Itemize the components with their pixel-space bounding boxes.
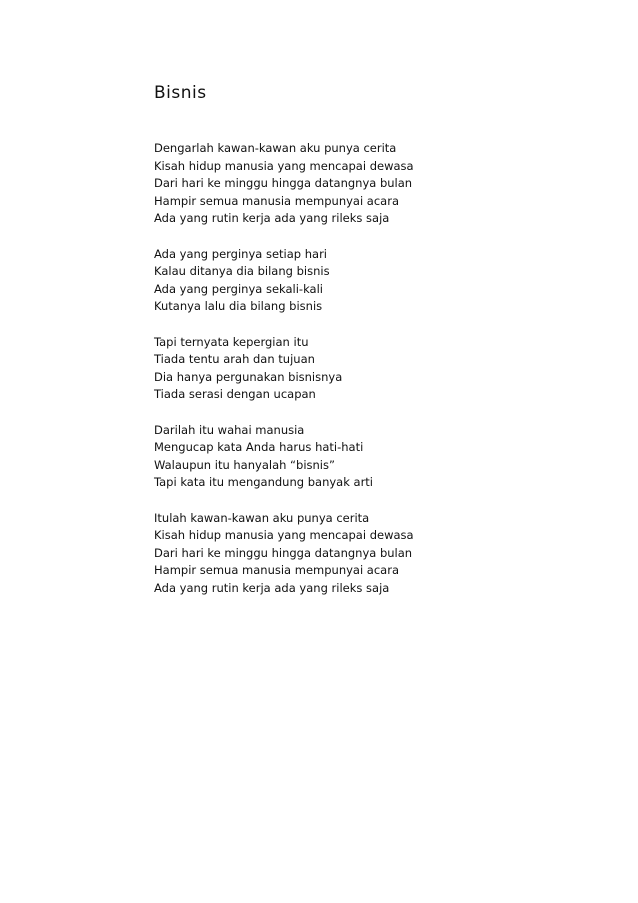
poem-line: Walaupun itu hanyalah “bisnis” [154,457,335,472]
stanza-5 [154,510,594,598]
poem-body [154,140,594,615]
poem-line: Mengucap kata Anda harus hati-hati [154,440,364,454]
poem-line: Kalau ditanya dia bilang bisnis [154,264,330,278]
poem-line: Dari hari ke minggu hingga datangnya bulan [154,545,413,560]
poem-line: Hampir semua manusia mempunyai acara [154,563,400,577]
poem-line: Dari hari ke minggu hingga datangnya bulan [154,176,413,190]
poem-line: Itulah kawan-kawan aku punya cerita [154,510,370,525]
poem-line: Dia hanya pergunakan bisnisnya [154,369,343,384]
poem-line: Tiada tentu arah dan tujuan [154,352,315,366]
stanza-1 [154,140,594,228]
stanza-3 [154,334,594,404]
poem-line: Ada yang perginya setiap hari [154,246,327,261]
poem-line: Kisah hidup manusia yang mencapai dewasa [154,158,414,173]
poem-line: Darilah itu wahai manusia [154,422,305,437]
poem-line: Kutanya lalu dia bilang bisnis [154,299,323,313]
poem-line: Tapi ternyata kepergian itu [154,334,309,349]
poem-line: Tiada serasi dengan ucapan [154,387,316,401]
stanza-4 [154,422,594,492]
poem-line: Hampir semua manusia mempunyai acara [154,193,400,208]
stanza-2 [154,246,594,316]
poem-line: Tapi kata itu mengandung banyak arti [154,475,373,489]
poem-line: Ada yang rutin kerja ada yang rileks saja [154,580,390,595]
poem-line: Ada yang perginya sekali-kali [154,281,323,296]
poem-line: Ada yang rutin kerja ada yang rileks saja [154,211,390,225]
poem-line: Kisah hidup manusia yang mencapai dewasa [154,528,414,542]
poem-title: Bisnis [154,83,207,103]
poem-line: Dengarlah kawan-kawan aku punya cerita [154,141,397,155]
